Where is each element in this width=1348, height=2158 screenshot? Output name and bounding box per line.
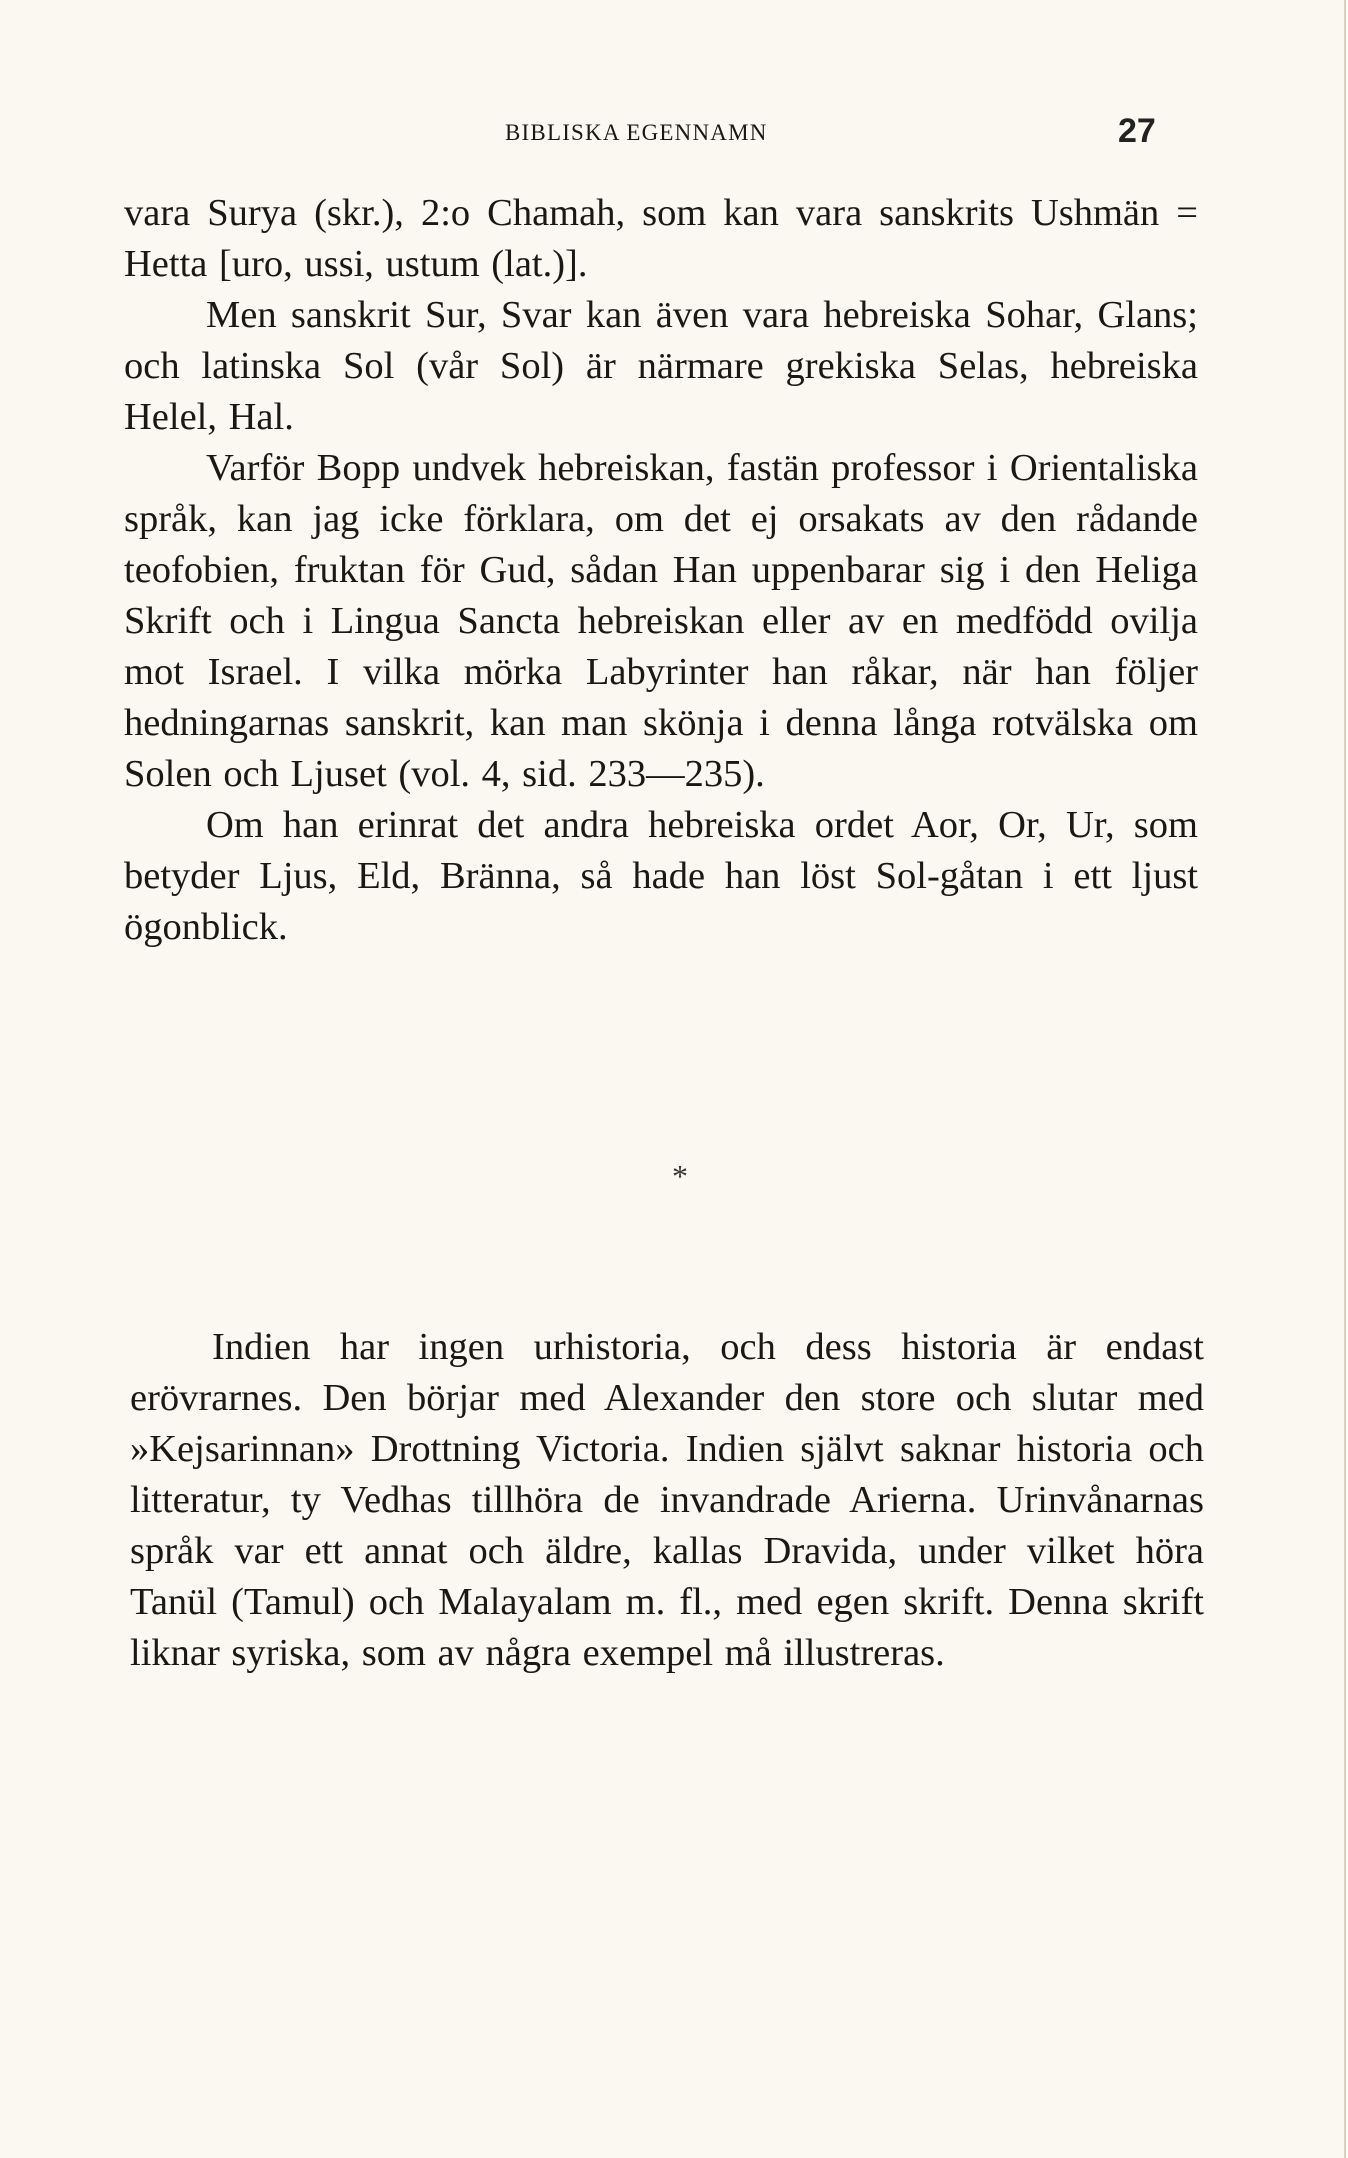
paragraph-bopp: Varför Bopp undvek hebreiskan, fastän professor i Orientaliska språk, kan jag icke förklara, om det ej orsakats av den rådande teofobien, fruktan för Gud, sådan Han uppenbarar sig i den Heliga Skrift och i Lingua Sancta hebreiskan eller av en medfödd ovilja mot Israel. I vilka mörka Labyrinter han råkar, när han följer hedningarnas sanskrit, kan man skönja i denna långa rotvälska om Solen och Ljuset (vol. 4, sid. 233—235).	[124, 447, 1198, 795]
section-separator-asterisk: *	[672, 1158, 688, 1194]
paragraph-indien: Indien har ingen urhistoria, och dess historia är endast erövrarnes. Den börjar med Alexander den store och slutar med »Kejsarinnan» Drottning Victoria. Indien självt saknar historia och litteratur, ty Vedhas tillhöra de invandrade Arierna. Urinvånarnas språk var ett annat och äldre, kallas Dravida, under vilket höra Tanül (Tamul) och Malayalam m. fl., med egen skrift. Denna skrift liknar syriska, som av några exempel må illustreras.	[130, 1326, 1204, 1674]
paragraph-aor: Om han erinrat det andra hebreiska ordet Aor, Or, Ur, som betyder Ljus, Eld, Bränna, så hade han löst Sol-gåtan i ett ljust ögonblick.	[124, 804, 1198, 948]
running-title: BIBLISKA EGENNAMN	[505, 120, 768, 145]
page-number: 27	[1118, 112, 1156, 150]
text-block-top	[124, 188, 1198, 953]
running-header	[0, 108, 1346, 158]
paragraph-surya: vara Surya (skr.), 2:o Chamah, som kan vara sanskrits Ushmän = Hetta [uro, ussi, ustum (lat.)].	[124, 192, 1198, 285]
paragraph-sanskrit-sur: Men sanskrit Sur, Svar kan även vara hebreiska Sohar, Glans; och latinska Sol (vår Sol) är närmare grekiska Selas, hebreiska Helel, Hal.	[124, 294, 1198, 438]
text-block-bottom	[130, 1322, 1204, 1679]
